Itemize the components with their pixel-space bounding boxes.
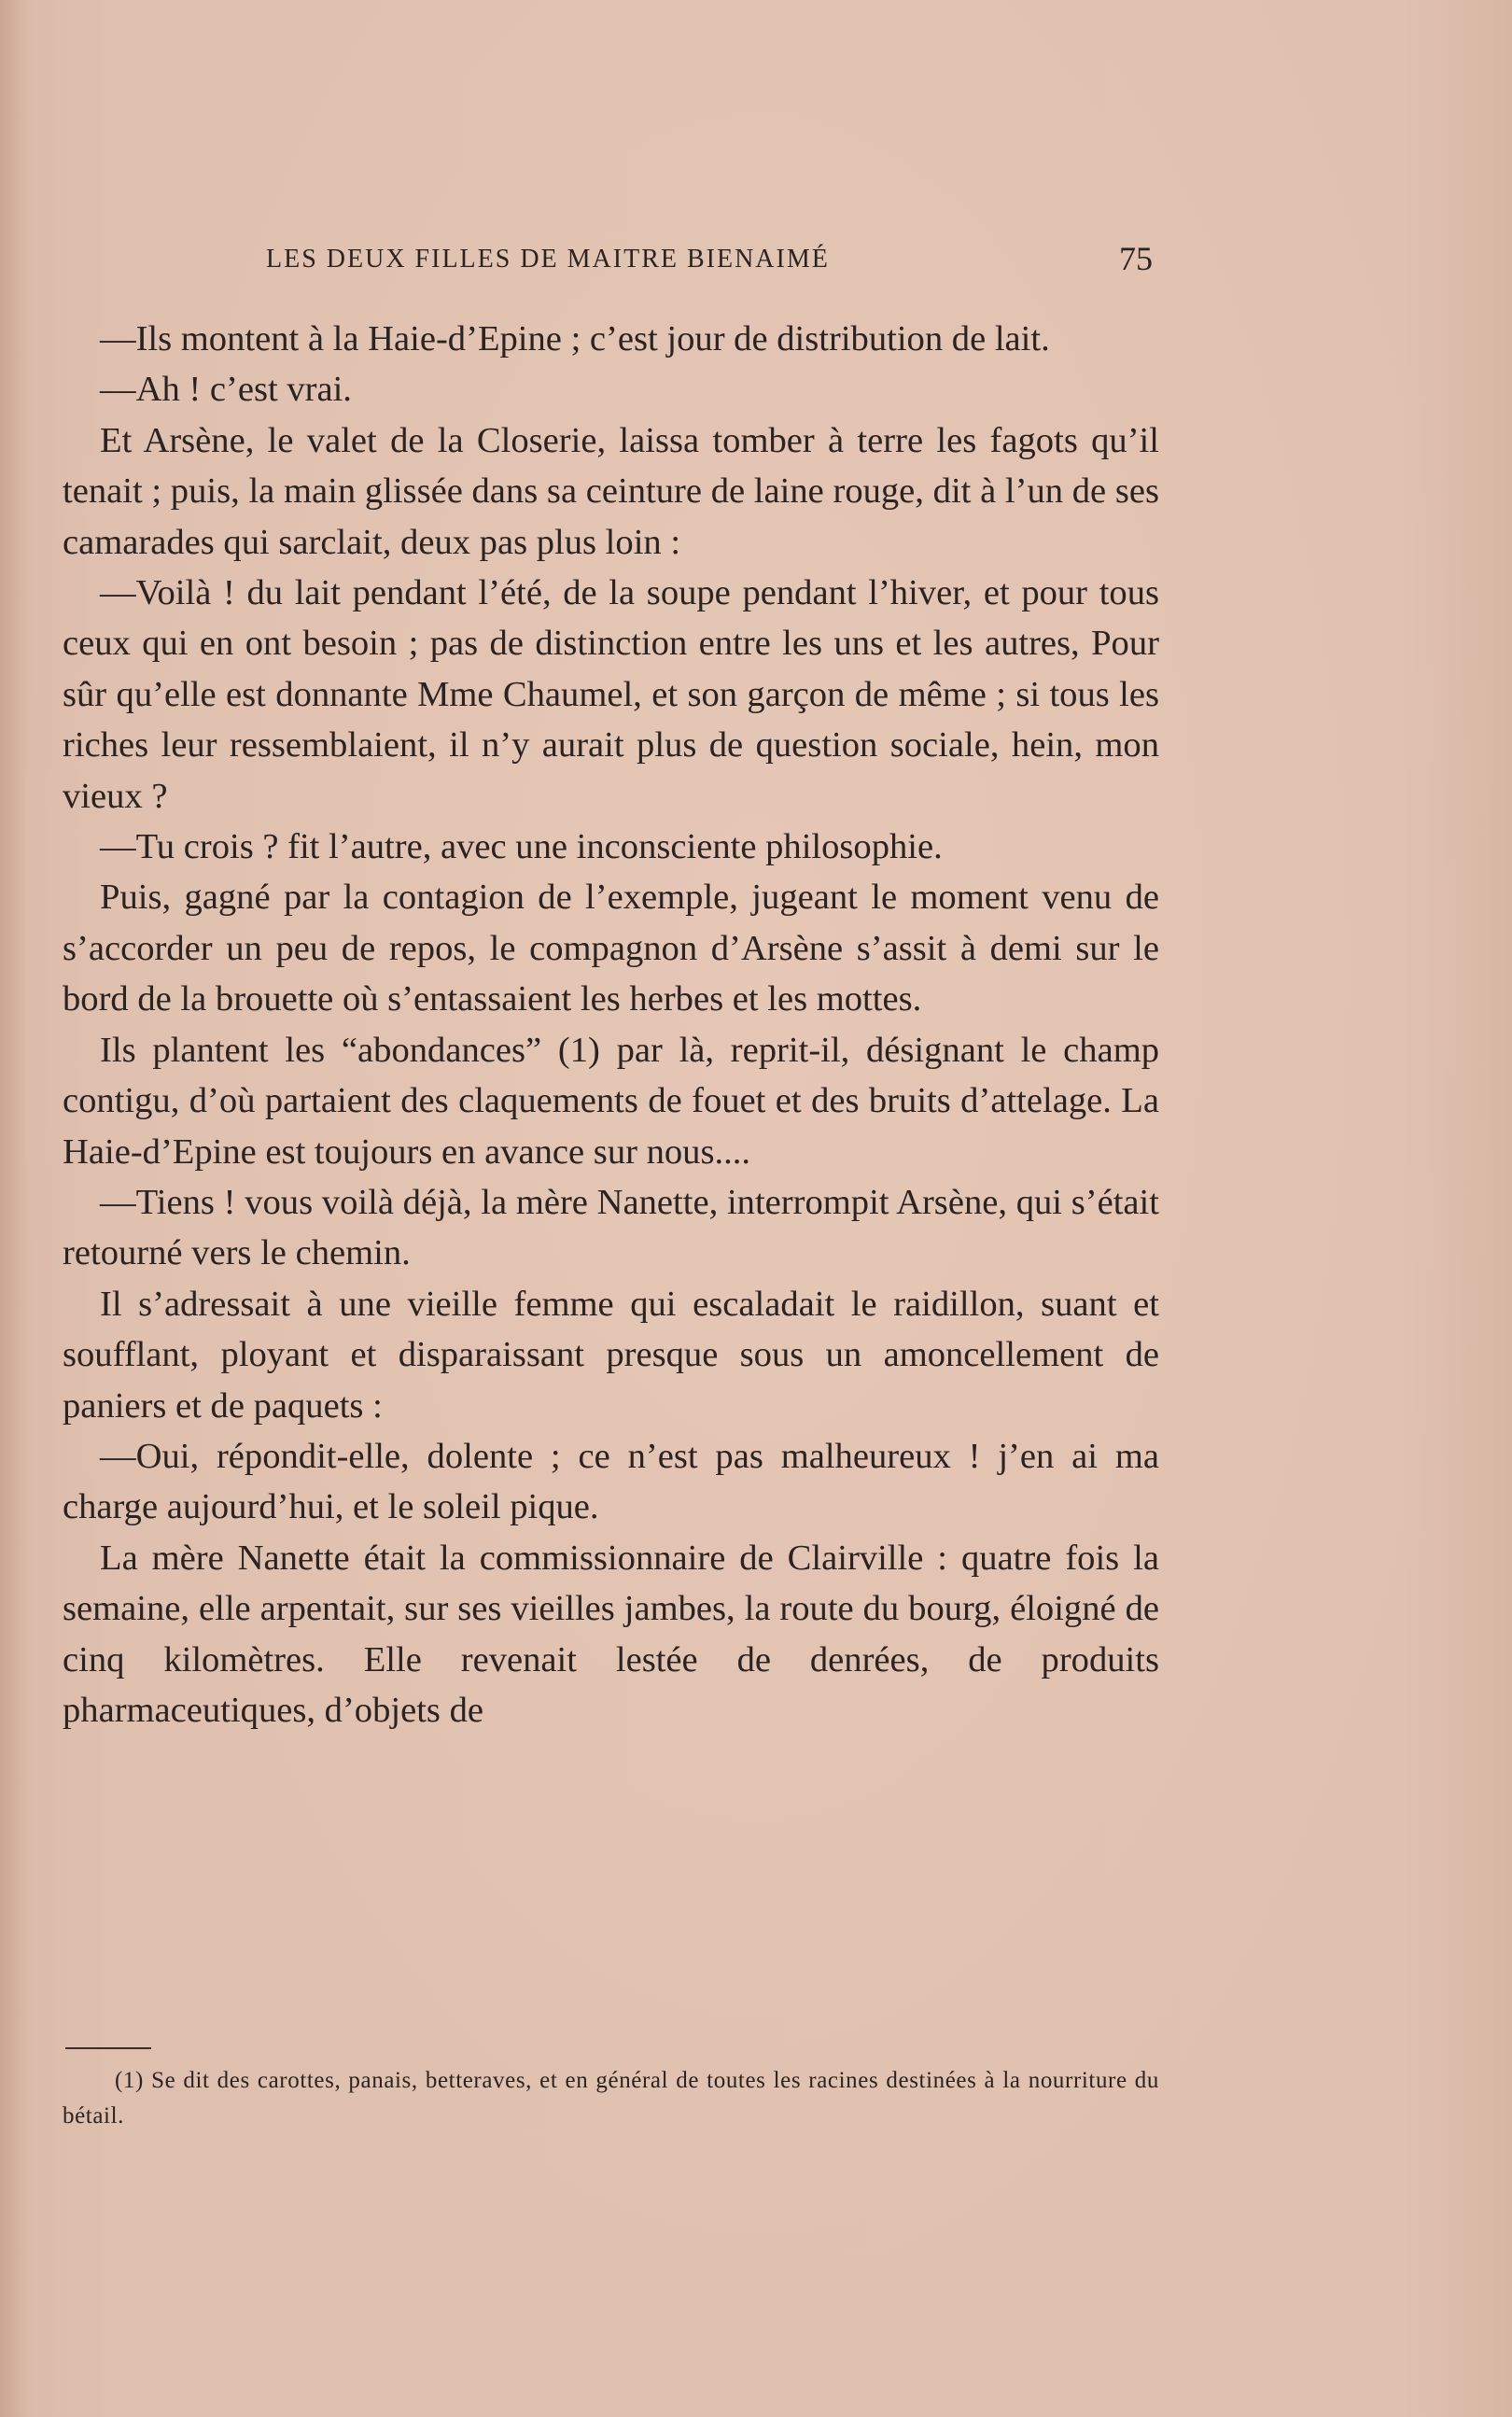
paragraph: —Ils montent à la Haie-d’Epine ; c’est jour de distribution de lait. bbox=[100, 319, 1050, 358]
page-number: 75 bbox=[1119, 240, 1153, 277]
paragraph: —Voilà ! du lait pendant l’été, de la soupe pendant l’hiver, et pour tous ceux qui en ont besoin ; pas de distinction entre les uns et les autres, Pour sûr qu’elle est donnante Mme Chaumel, et son garçon de même ; si tous les riches leur ressemblaient, il n’y aurait plus de question sociale, hein, mon vieux ? bbox=[63, 573, 1159, 816]
body-text bbox=[63, 314, 1159, 1735]
paragraph: —Tiens ! vous voilà déjà, la mère Nanette, interrompit Arsène, qui s’était retourné vers le chemin. bbox=[63, 1182, 1159, 1273]
page-header bbox=[266, 240, 1153, 282]
footnote-divider bbox=[65, 2047, 151, 2049]
paragraph: —Oui, répondit-elle, dolente ; ce n’est pas malheureux ! j’en ai ma charge aujourd’hui, et le soleil pique. bbox=[63, 1436, 1159, 1527]
running-title: LES DEUX FILLES DE MAITRE BIENAIMÉ bbox=[266, 245, 830, 274]
footnote-text: (1) Se dit des carottes, panais, betteraves, et en général de toutes les racines destinées à la nourriture du bétail. bbox=[63, 2068, 1159, 2129]
paragraph: Puis, gagné par la contagion de l’exemple, jugeant le moment venu de s’accorder un peu de repos, le compagnon d’Arsène s’assit à demi sur le bord de la brouette où s’entassaient les herbes et les mottes. bbox=[63, 878, 1159, 1019]
paragraph: —Tu crois ? fit l’autre, avec une inconsciente philosophie. bbox=[100, 827, 943, 867]
paragraph: Ils plantent les “abondances” (1) par là, reprit-il, désignant le champ contigu, d’où partaient des claquements de fouet et des bruits d’attelage. La Haie-d’Epine est toujours en avance sur nous.... bbox=[63, 1030, 1159, 1172]
paragraph: La mère Nanette était la commissionnaire de Clairville : quatre fois la semaine, elle arpentait, sur ses vieilles jambes, la route du bourg, éloigné de cinq kilomètres. Elle revenait lestée de denrées, de produits pharmaceutiques, d’objets de bbox=[63, 1538, 1159, 1730]
paragraph: Il s’adressait à une vieille femme qui escaladait le raidillon, suant et soufflant, ployant et disparaissant presque sous un amoncellement de paniers et de paquets : bbox=[63, 1284, 1159, 1426]
paragraph: Et Arsène, le valet de la Closerie, laissa tomber à terre les fagots qu’il tenait ; puis, la main glissée dans sa ceinture de laine rouge, dit à l’un de ses camarades qui sarclait, deux pas plus loin : bbox=[63, 420, 1159, 562]
paragraph: —Ah ! c’est vrai. bbox=[100, 370, 352, 410]
footnote bbox=[63, 2063, 1159, 2134]
